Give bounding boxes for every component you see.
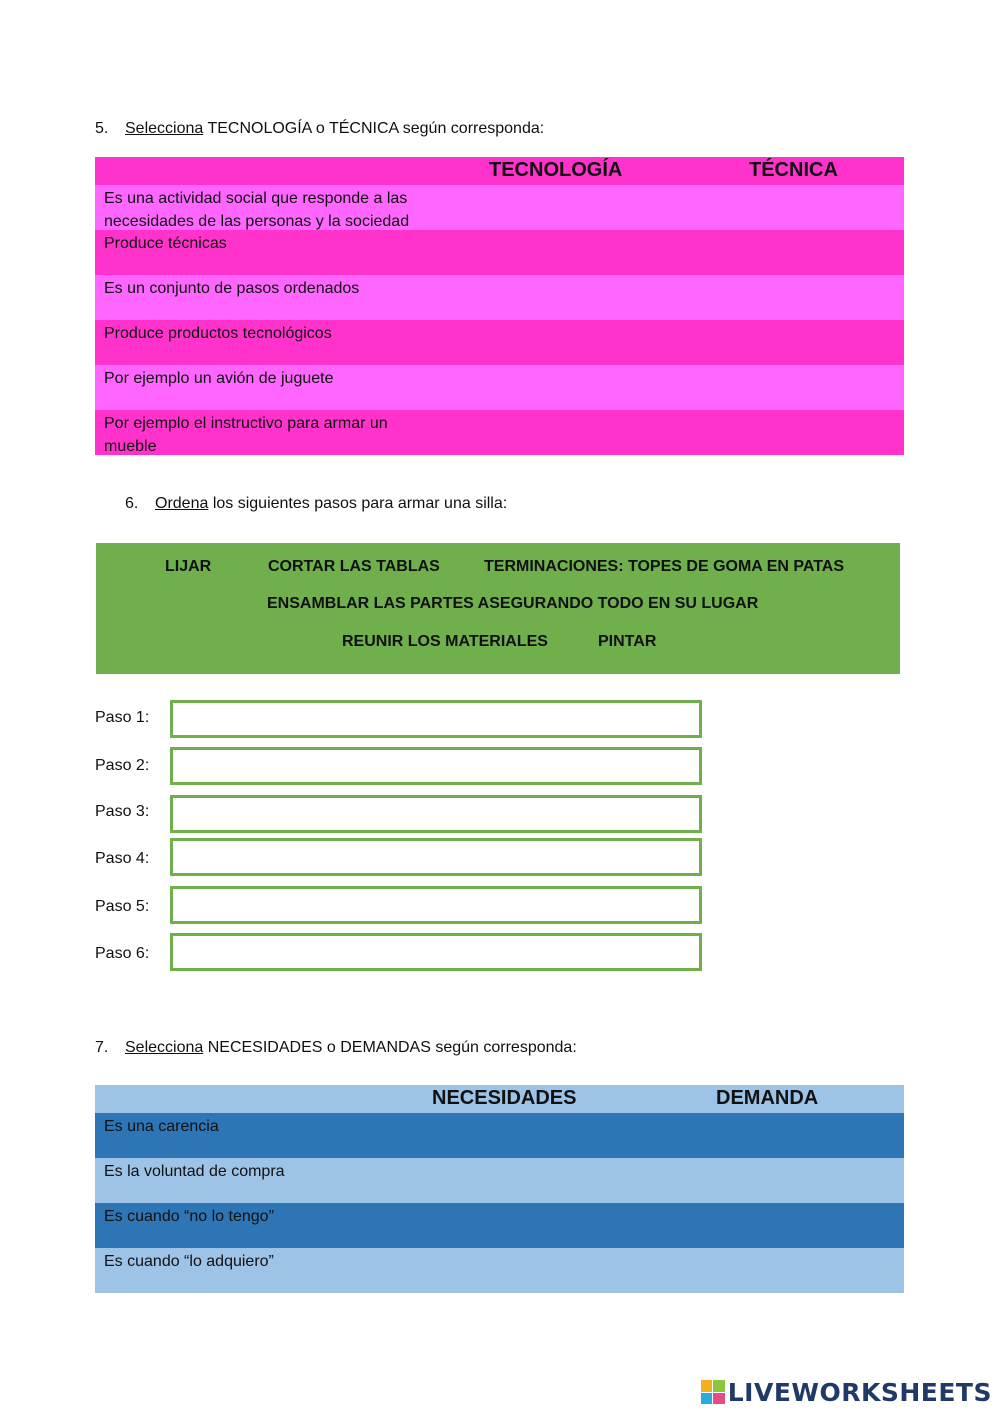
tecnologia-tecnica-table: [95, 157, 904, 455]
table-row[interactable]: Es una actividad social que responde a las necesidades de las personas y la sociedad: [95, 185, 904, 230]
step-options-box: [96, 543, 900, 674]
option-pintar[interactable]: PINTAR: [598, 633, 657, 650]
option-ensamblar[interactable]: ENSAMBLAR LAS PARTES ASEGURANDO TODO EN SU LUGAR: [267, 595, 759, 612]
table-header: [95, 157, 904, 185]
step-input-5[interactable]: [170, 886, 702, 924]
step-label-6: Paso 6:: [95, 945, 150, 962]
table-row[interactable]: Es cuando “lo adquiero”: [95, 1248, 904, 1293]
step-input-2[interactable]: [170, 747, 702, 785]
logo-mark-icon: [701, 1380, 725, 1404]
table-row[interactable]: Produce productos tecnológicos: [95, 320, 904, 365]
step-label-3: Paso 3:: [95, 803, 150, 820]
step-input-6[interactable]: [170, 933, 702, 971]
column-header-tecnica: TÉCNICA: [749, 159, 838, 181]
question-7-instruction: 7. Selecciona NECESIDADES o DEMANDAS según corresponda:: [95, 1039, 577, 1056]
table-row[interactable]: Es una carencia: [95, 1113, 904, 1158]
table-row[interactable]: Por ejemplo un avión de juguete: [95, 365, 904, 410]
table-row[interactable]: Es un conjunto de pasos ordenados: [95, 275, 904, 320]
step-label-1: Paso 1:: [95, 709, 150, 726]
column-header-tecnologia: TECNOLOGÍA: [489, 159, 623, 181]
table-row[interactable]: Por ejemplo el instructivo para armar un mueble: [95, 410, 904, 455]
option-cortar-tablas[interactable]: CORTAR LAS TABLAS: [268, 558, 440, 575]
column-header-necesidades: NECESIDADES: [432, 1087, 577, 1109]
logo-text: LIVEWORKSHEETS: [727, 1377, 992, 1407]
liveworksheets-logo: [701, 1379, 992, 1405]
table-row[interactable]: Produce técnicas: [95, 230, 904, 275]
step-label-5: Paso 5:: [95, 898, 150, 915]
question-5-instruction: 5. Selecciona TECNOLOGÍA o TÉCNICA según corresponda:: [95, 120, 545, 137]
step-input-4[interactable]: [170, 838, 702, 876]
necesidades-demanda-table: [95, 1085, 904, 1293]
column-header-demanda: DEMANDA: [716, 1087, 819, 1109]
option-lijar[interactable]: LIJAR: [165, 558, 212, 575]
step-label-2: Paso 2:: [95, 757, 150, 774]
question-6-instruction: 6. Ordena los siguientes pasos para armar una silla:: [125, 495, 508, 512]
option-terminaciones[interactable]: TERMINACIONES: TOPES DE GOMA EN PATAS: [484, 558, 845, 575]
step-label-4: Paso 4:: [95, 850, 150, 867]
table-header: [95, 1085, 904, 1113]
table-row[interactable]: Es cuando “no lo tengo”: [95, 1203, 904, 1248]
step-input-1[interactable]: [170, 700, 702, 738]
table-row[interactable]: Es la voluntad de compra: [95, 1158, 904, 1203]
option-reunir-materiales[interactable]: REUNIR LOS MATERIALES: [342, 633, 548, 650]
step-input-3[interactable]: [170, 795, 702, 833]
